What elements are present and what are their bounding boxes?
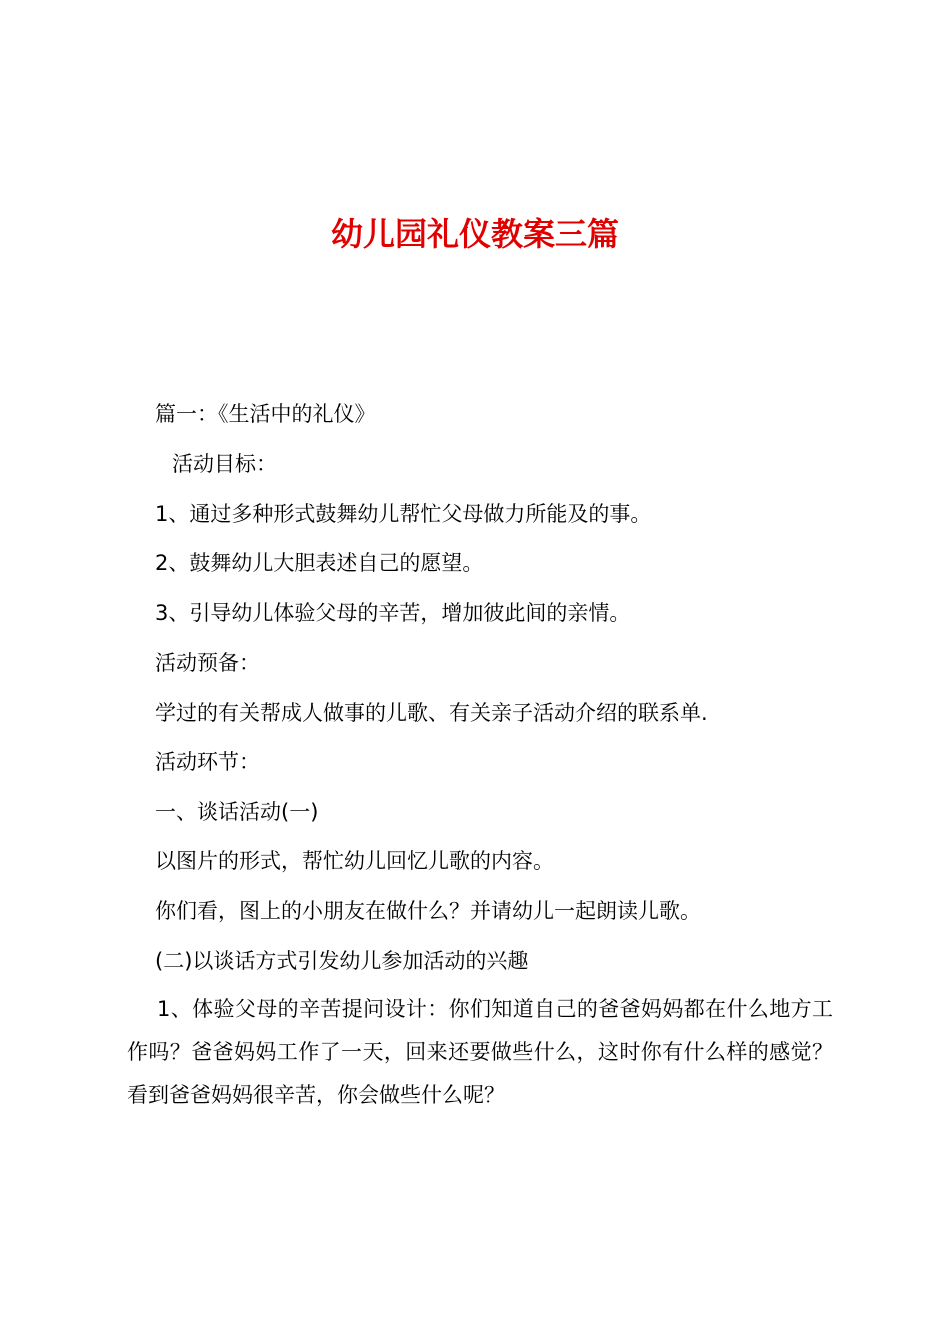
- goals-label: 活动目标：: [172, 452, 277, 476]
- prep-text: 学过的有关帮成人做事的儿歌、有关亲子活动介绍的联系单.: [155, 701, 708, 725]
- prep-label: 活动预备：: [155, 651, 260, 675]
- step1-line-2: 你们看，图上的小朋友在做什么？并请幼儿一起朗读儿歌。: [155, 899, 701, 923]
- section-heading: 篇一：《生活中的礼仪》: [155, 402, 376, 426]
- step1-line-1: 以图片的形式，帮忙幼儿回忆儿歌的内容。: [155, 849, 554, 873]
- page-title: 幼儿园礼仪教案三篇: [330, 215, 619, 253]
- goal-item-1: 1、通过多种形式鼓舞幼儿帮忙父母做力所能及的事。: [155, 502, 652, 526]
- step2-heading: (二)以谈话方式引发幼儿参加活动的兴趣: [155, 949, 529, 973]
- steps-label: 活动环节：: [155, 750, 260, 774]
- step2-paragraph: 1、体验父母的辛苦提问设计：你们知道自己的爸爸妈妈都在什么地方工作吗？爸爸妈妈工作了一天，回来还要做些什么，这时你有什么样的感觉？看到爸爸妈妈很辛苦，你会做些什么呢？: [127, 997, 833, 1107]
- goal-item-3: 3、引导幼儿体验父母的辛苦，增加彼此间的亲情。: [155, 601, 631, 625]
- step1-heading: 一、谈话活动(一): [155, 800, 319, 824]
- goal-item-2: 2、鼓舞幼儿大胆表述自己的愿望。: [155, 551, 484, 575]
